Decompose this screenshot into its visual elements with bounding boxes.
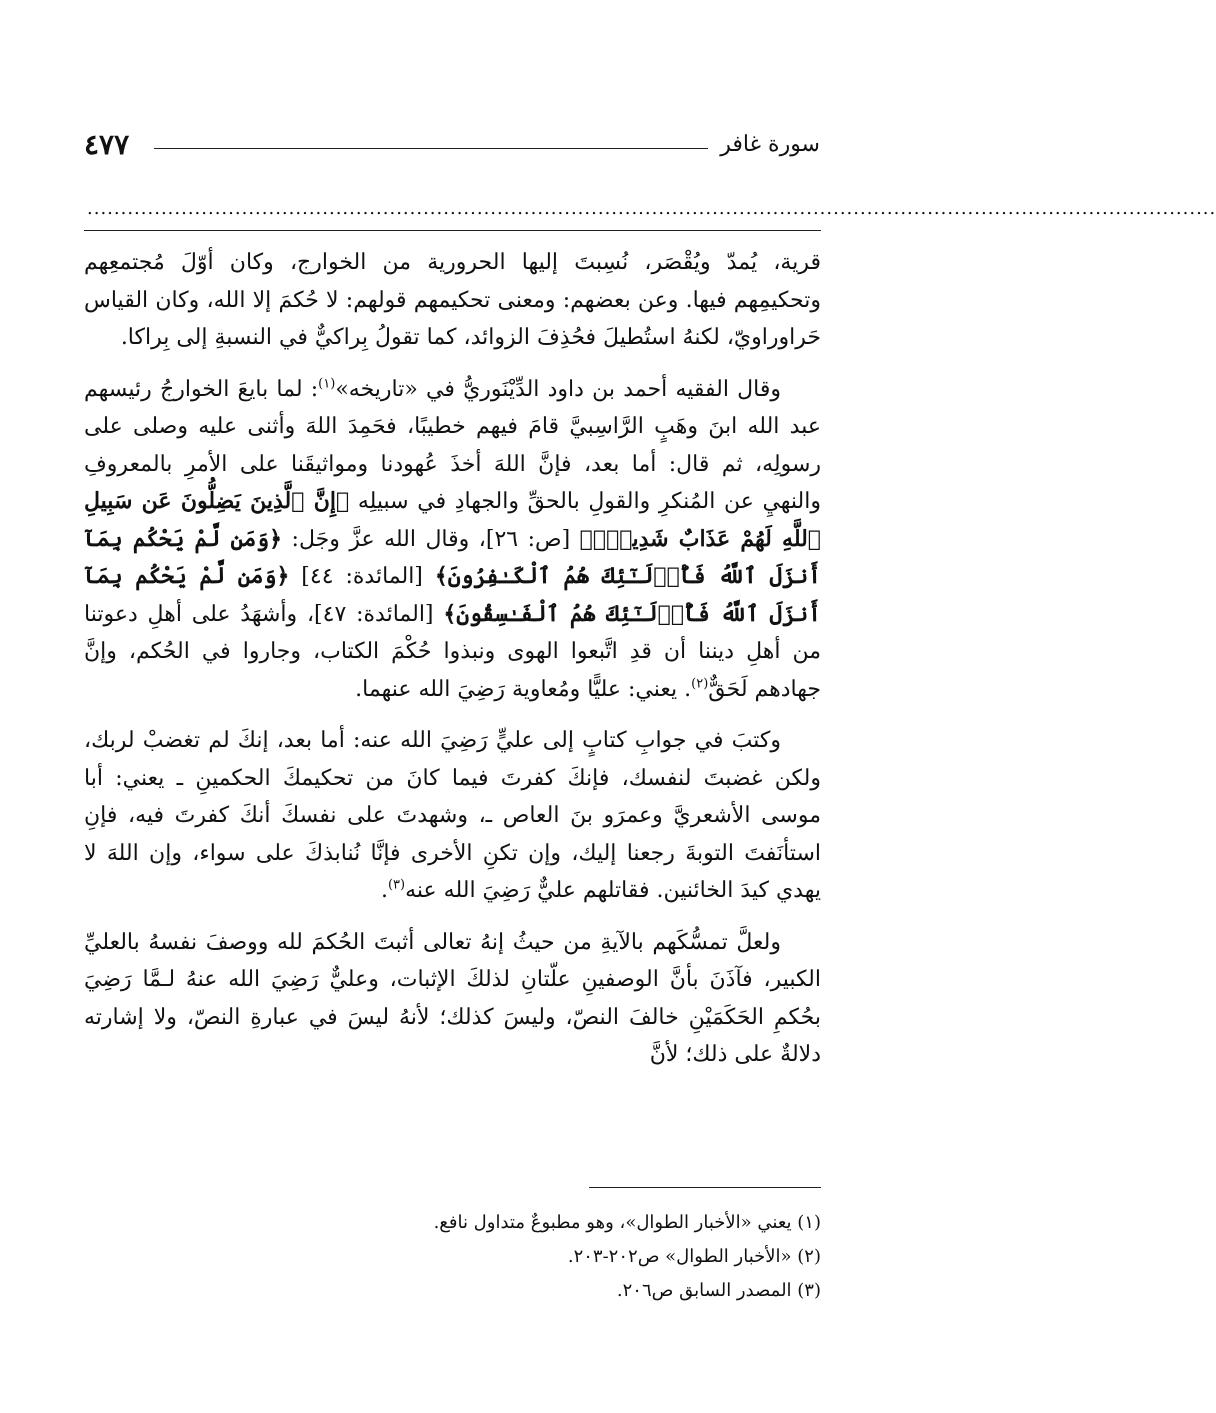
- footnote: (١) يعني «الأخبار الطوال»، وهو مطبوعٌ متداول نافع.: [433, 1212, 821, 1233]
- footnote-ref: (٢): [691, 676, 709, 692]
- paragraph: قرية، يُمدّ ويُقْصَر، نُسِبتَ إليها الحرورية من الخوارج، وكان أوّلَ مُجتمعِهم وتحكيمِهم فيها. وعن بعضهم: ومعنى تحكيمهم قولهم: لا حُكمَ إلا الله، وكان القياس حَراوراويّ، لكنهُ استُطيلَ فحُذِفَ الزوائد، كما تقولُ بِراكيٌّ في النسبةِ إلى بِراكا.: [84, 250, 821, 350]
- paragraph: [84, 371, 821, 709]
- page-number: ٤٧٧: [84, 128, 130, 161]
- verse-reference: [ص: ٢٦]، وقال الله عزَّ وجَل:: [291, 526, 571, 552]
- footnote-rule: [589, 1187, 821, 1188]
- footnotes: [84, 1206, 821, 1308]
- quran-verse: ﴿وَمَن لَّمْ يَحْكُم بِمَآ أَنزَلَ ٱللَّهُ فَأُو۟لَـٰٓئِكَ هُمُ ٱلْكَـٰفِرُونَ﴾: [84, 525, 821, 589]
- quran-verse: ﴿وَمَن لَّمْ يَحْكُم بِمَآ أَنزَلَ ٱللَّهُ فَأُو۟لَـٰٓئِكَ هُمُ ٱلْفَـٰسِقُونَ﴾: [84, 563, 821, 627]
- paragraph: وكتبَ في جوابِ كتابٍ إلى عليٍّ رَضِيَ الله عنه: أما بعد، إنكَ لم تغضبْ لربك، ولكن غضبتَ لنفسك، فإنكَ كفرتَ فيما كانَ من تحكيمكَ الحكمينِ ـ يعني: أبا موسى الأشعريَّ وعمرَو بنَ العاص ـ، وشهدتَ على نفسكَ أنكَ كفرتَ فيه، فإنِ استأنَفتَ التوبةَ رجعنا إليك، وإن تكنِ الأخرى فإنَّا نُنابذكَ على سواء، وإن اللهَ لا يهدي كيدَ الخائنين. فقاتلهم عليٌّ رَضِيَ الله عنه$^{(٣)}$.: [84, 728, 821, 903]
- surah-name: سورة غافر: [720, 132, 820, 157]
- top-rule: [84, 230, 821, 231]
- footnote-ref: (١): [318, 376, 336, 392]
- text-span: : لما بايعَ الخوارجُ رئيسهم عبد الله ابنَ وهَبٍ الرَّاسِبيَّ قامَ فيهم خطيبًا، فحَمِدَ اللهَ وأثنى عليه وصلى على رسولِه، ثم قال: أما بعد، فإنَّ اللهَ أخذَ عُهودنا ومواثيقَنا على الأمرِ بالمعروفِ والنهيِ عن المُنكرِ والقولِ بالحقِّ والجهادِ في سبيلِه: [84, 376, 821, 514]
- text-span: . يعني: عليًّا ومُعاوية رَضِيَ الله عنهما.: [355, 676, 692, 702]
- footnote-ref: (٣): [387, 877, 406, 893]
- page-header: [84, 128, 820, 168]
- text-span: وكتبَ في جوابِ كتابٍ إلى عليٍّ رَضِيَ الله عنه: أما بعد، إنكَ لم تغضبْ لربك، ولكن غضبتَ لنفسك، فإنكَ كفرتَ فيما كانَ من تحكيمكَ الحكمينِ ـ يعني: أبا موسى الأشعريَّ وعمرَو بنَ العاص ـ، وشهدتَ على نفسكَ أنكَ كفرتَ فيه، فإنِ استأنَفتَ التوبةَ رجعنا إليك، وإن تكنِ الأخرى فإنَّا نُنابذكَ على سواء، وإن اللهَ لا يهدي كيدَ الخائنين. فقاتلهم عليٌّ رَضِيَ الله عنه: [84, 728, 821, 903]
- header-rule: [154, 148, 708, 149]
- quran-verse: ﴿إِنَّ ٱلَّذِينَ يَضِلُّونَ عَن سَبِيلِ ٱللَّهِ لَهُمْ عَذَابٌ شَدِيدٌۢ﴾: [84, 488, 822, 552]
- paragraph: ولعلَّ تمسُّكَهم بالآيةِ من حيثُ إنهُ تعالى أثبتَ الحُكمَ لله ووصفَ نفسهُ بالعليِّ الكبير، فآذَنَ بأنَّ الوصفينِ علّتانِ لذلكَ الإثبات، وعليٌّ رَضِيَ الله عنهُ لـمَّا رَضِيَ بحُكمِ الحَكَمَيْنِ خالفَ النصّ، وليسَ كذلك؛ لأنهُ ليسَ في عبارةِ النصّ، ولا إشارته دلالةٌ على ذلك؛ لأنَّ: [84, 929, 821, 1067]
- dotted-separator: ........................................................................................................................................................................: [87, 198, 1216, 219]
- main-text: [84, 244, 821, 1088]
- text-span: وقال الفقيه أحمد بن داود الدِّيْنَوريُّ في «تاريخه»: [335, 376, 781, 402]
- footnote: (٣) المصدر السابق ص٢٠٦.: [616, 1280, 821, 1301]
- verse-reference: [المائدة: ٤٧]، وأشهَدُ على أهلِ دعوتنا من أهلِ ديننا أن قدِ اتَّبعوا الهوى ونبذوا حُكْمَ الكتاب، وجاروا في الحُكم، وإنَّ جهادهم لَحَقٌّ: [84, 601, 821, 702]
- verse-reference: [المائدة: ٤٤]: [301, 564, 423, 589]
- footnote: (٢) «الأخبار الطوال» ص٢٠٢-٢٠٣.: [567, 1246, 821, 1267]
